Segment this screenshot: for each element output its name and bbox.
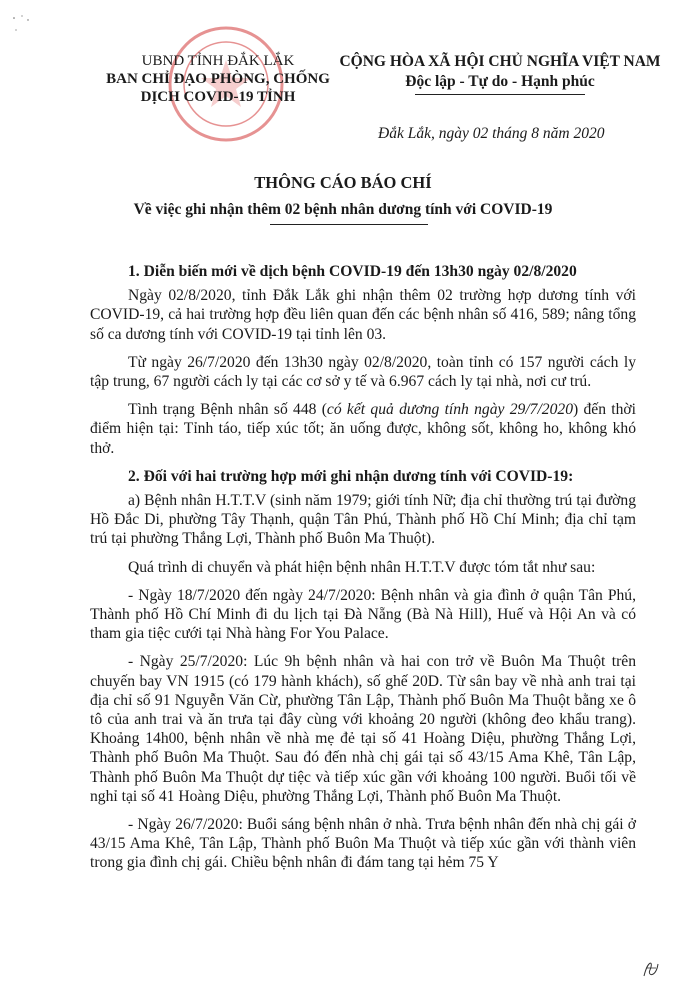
initial-signature-icon [640, 956, 662, 982]
issuing-authority [88, 52, 348, 106]
section-1-paragraph-2: Từ ngày 26/7/2020 đến 13h30 ngày 02/8/2020, toàn tỉnh có 157 người cách ly tập trung, 67 người cách ly tại các cơ sở y tế và 6.967 cách ly tại nhà, nơi cư trú. [90, 353, 636, 391]
national-header [330, 52, 670, 95]
section-2-paragraph-4: - Ngày 25/7/2020: Lúc 9h bệnh nhân và hai con trở về Buôn Ma Thuột trên chuyến bay VN 1915 (có 179 hành khách), số ghế 20D. Từ sân bay về nhà anh trai tại địa chỉ số 91 Nguyễn Văn Cừ, phường Tân Lập, Thành phố Buôn Ma Thuột bằng xe ô tô của anh trai và ăn trưa tại đây cùng với khoảng 20 người (không đeo khẩu trang). Khoảng 14h00, bệnh nhân về nhà mẹ đẻ tại số 41 Hoàng Diệu, phường Thắng Lợi, Thành phố Buôn Ma Thuột. Sau đó đến nhà chị gái tại số 43/15 Ama Khê, Tân Lập, Thành phố Buôn Ma Thuột dự tiệc và tiếp xúc gần với khoảng 100 người. Buổi tối về nghỉ tại số 41 Hoàng Diệu, phường Thắng Lợi, Thành phố Buôn Ma Thuột. [90, 653, 636, 805]
org-line-3: DỊCH COVID-19 TỈNH [140, 89, 296, 105]
org-line-1: UBND TỈNH ĐẮK LẮK [141, 53, 295, 69]
p3-text-a: Tình trạng Bệnh nhân số 448 ( [128, 401, 327, 419]
section-1-paragraph-1: Ngày 02/8/2020, tỉnh Đắk Lắk ghi nhận thêm 02 trường hợp dương tính với COVID-19, cả hai trường hợp đều liên quan đến các bệnh nhân số 416, 589; nâng tổng số ca dương tính với COVID-19 tại tỉnh lên 03. [90, 287, 636, 343]
title-underline [270, 224, 428, 225]
scan-speck-icon [8, 8, 38, 38]
section-1-paragraph-3 [90, 400, 636, 458]
section-1-heading: 1. Diễn biến mới về dịch bệnh COVID-19 đến 13h30 ngày 02/8/2020 [128, 263, 577, 280]
document-title: THÔNG CÁO BÁO CHÍ [254, 173, 432, 192]
section-2-paragraph-1: a) Bệnh nhân H.T.T.V (sinh năm 1979; giới tính Nữ; địa chỉ thường trú tại đường Hồ Đắc Di, phường Tây Thạnh, quận Tân Phú, Thành phố Hồ Chí Minh; địa chỉ tạm trú tại phường Thắng Lợi, Thành phố Buôn Ma Thuột). [90, 492, 636, 548]
section-2-paragraph-3: - Ngày 18/7/2020 đến ngày 24/7/2020: Bệnh nhân và gia đình ở quận Tân Phú, Thành phố Hồ Chí Minh đi du lịch tại Đà Nẵng (Bà Nà Hill), Huế và Hội An và có tham gia tiệc cưới tại Nhà hàng For You Palace. [90, 586, 636, 643]
motto-underline [415, 94, 585, 95]
document-date: Đắk Lắk, ngày 02 tháng 8 năm 2020 [378, 125, 605, 142]
p3-text-b: ) đến thời điểm hiện tại: Tỉnh táo, tiếp xúc tốt; ăn uống được, không sốt, không ho, không khó thở. [90, 401, 636, 457]
section-2-paragraph-5: - Ngày 26/7/2020: Buổi sáng bệnh nhân ở nhà. Trưa bệnh nhân đến nhà chị gái ở 43/15 Ama Khê, Tân Lập, Thành phố Buôn Ma Thuột và tiếp xúc gần với thành viên trong gia đình chị gái. Chiều bệnh nhân đi đám tang tại hẻm 75 Y [90, 816, 636, 872]
section-2-paragraph-2: Quá trình di chuyển và phát hiện bệnh nhân H.T.T.V được tóm tắt như sau: [128, 558, 596, 576]
p3-italic-note: có kết quả dương tính ngày 29/7/2020 [326, 401, 573, 419]
nation-name: CỘNG HÒA XÃ HỘI CHỦ NGHĨA VIỆT NAM [339, 53, 661, 70]
document-body [90, 262, 636, 882]
section-2-heading: 2. Đối với hai trường hợp mới ghi nhận dương tính với COVID-19: [128, 467, 574, 485]
document-subtitle: Về việc ghi nhận thêm 02 bệnh nhân dương tính với COVID-19 [133, 201, 553, 218]
org-line-2: BAN CHỈ ĐẠO PHÒNG, CHỐNG [106, 71, 330, 87]
motto: Độc lập - Tự do - Hạnh phúc [405, 73, 595, 90]
